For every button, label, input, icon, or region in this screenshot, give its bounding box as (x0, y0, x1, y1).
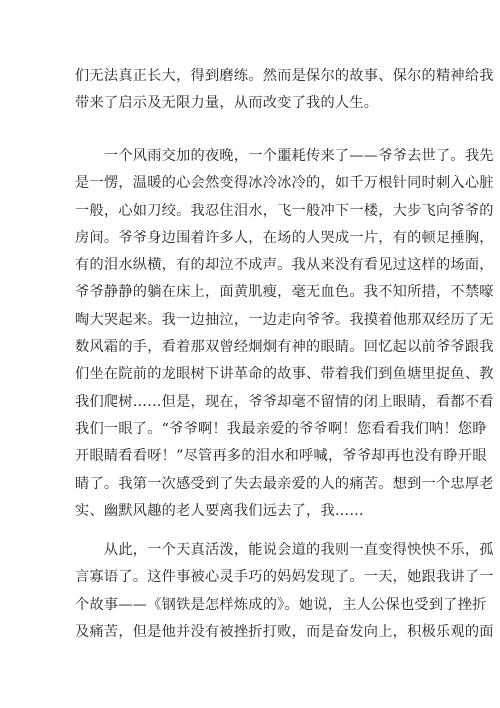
text-line: 有的泪水纵横，有的却泣不成声。我从来没有看见过这样的场面， (75, 257, 494, 274)
text-line: 是一愣，温暖的心会然变得冰冷冰冷的，如千万根针同时刺入心脏 (75, 175, 494, 192)
text-line: 一般，心如刀绞。我忍住泪水，飞一般冲下一楼，大步飞向爷爷的 (75, 202, 494, 219)
text-line: 言寡语了。这件事被心灵手巧的妈妈发现了。一天，她跟我讲了一 (75, 569, 494, 586)
paragraph-1 (75, 63, 494, 118)
text-line: 一个风雨交加的夜晚，一个噩耗传来了——爷爷去世了。我先 (75, 148, 494, 164)
text-line: 个故事——《钢铁是怎样炼成的》。她说，主人公保也受到了挫折 (75, 596, 487, 613)
text-line: 们坐在院前的龙眼树下讲革命的故事、带着我们到鱼塘里捉鱼、教 (75, 366, 494, 383)
text-line: 房间。爷爷身边围着许多人，在场的人哭成一片，有的顿足捶胸， (75, 229, 494, 246)
text-line: 啕大哭起来。我一边抽泣，一边走向爷爷。我摸着他那双经历了无 (75, 311, 494, 328)
text-line: 爷爷静静的躺在床上，面黄肌瘦，毫无血色。我不知所措，不禁嚎 (75, 284, 494, 301)
text-line: 数风霜的手，看着那双曾经炯炯有神的眼睛。回忆起以前爷爷跟我 (75, 339, 494, 356)
text-line: 我们一眼了。“爷爷啊！我最亲爱的爷爷啊！您看看我们呐！您睁 (75, 420, 487, 437)
text-line: 们无法真正长大，得到磨练。然而是保尔的故事、保尔的精神给我 (75, 68, 494, 84)
paragraph-3 (75, 537, 494, 646)
text-line: 开眼睛看看呀！”尽管再多的泪水和呼喊，爷爷却再也没有睁开眼 (75, 448, 487, 465)
text-line: 睛了。我第一次感受到了失去最亲爱的人的痛苦。想到一个忠厚老 (75, 475, 494, 492)
text-line: 实、幽默风趣的老人要离我们远去了，我…… (75, 502, 364, 519)
paragraph-2 (75, 143, 494, 525)
text-line: 从此，一个天真活泼，能说会道的我则一直变得怏怏不乐，孤 (75, 542, 494, 558)
text-line: 带来了启示及无限力量，从而改变了我的人生。 (75, 95, 379, 112)
text-line: 我们爬树……但是，现在，爷爷却毫不留情的闭上眼睛，看都不看 (75, 393, 494, 410)
text-line: 及痛苦，但是他并没有被挫折打败，而是奋发向上，积极乐观的面 (75, 623, 494, 640)
